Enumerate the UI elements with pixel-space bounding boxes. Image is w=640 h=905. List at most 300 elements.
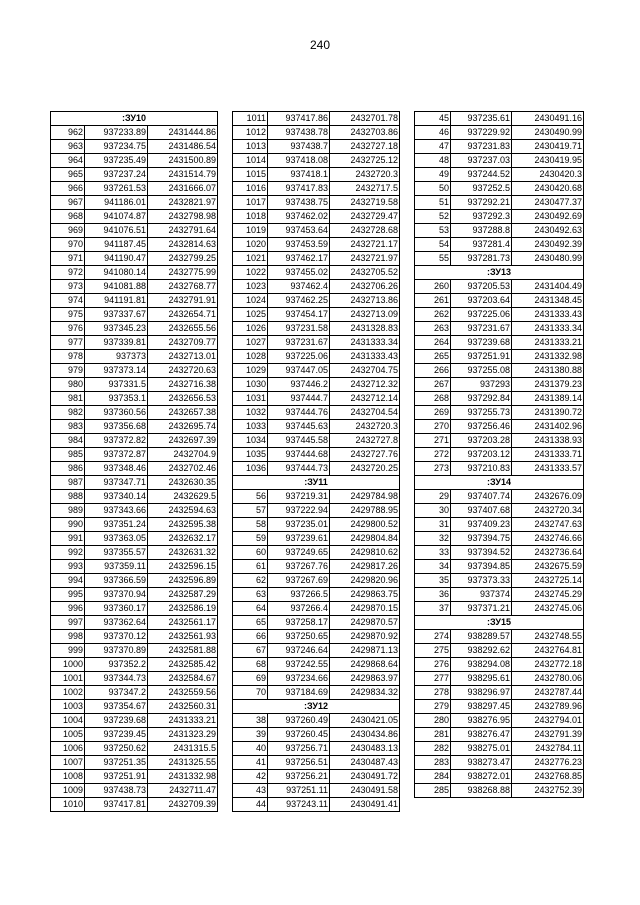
point-number: 989 <box>51 504 85 518</box>
point-number: 984 <box>51 434 85 448</box>
x-coordinate: 937251.91 <box>451 350 512 364</box>
point-number: 269 <box>415 406 451 420</box>
y-coordinate: 2429868.64 <box>330 658 400 672</box>
x-coordinate: 938292.62 <box>451 644 512 658</box>
point-number: 280 <box>415 714 451 728</box>
x-coordinate: 938276.47 <box>451 728 512 742</box>
y-coordinate: 2432716.38 <box>148 378 218 392</box>
y-coordinate: 2430492.39 <box>512 238 584 252</box>
x-coordinate: 937462.25 <box>268 294 330 308</box>
y-coordinate: 2432712.14 <box>330 392 400 406</box>
y-coordinate: 2432581.88 <box>148 644 218 658</box>
x-coordinate: 937417.86 <box>268 112 330 126</box>
point-number: 1009 <box>51 784 85 798</box>
table-row <box>51 350 218 364</box>
table-row <box>415 490 584 504</box>
y-coordinate: 2431444.86 <box>148 126 218 140</box>
x-coordinate: 937203.12 <box>451 448 512 462</box>
x-coordinate: 938297.45 <box>451 700 512 714</box>
x-coordinate: 941186.01 <box>85 196 148 210</box>
point-number: 1028 <box>233 350 268 364</box>
table-row <box>233 504 400 518</box>
table-row <box>415 700 584 714</box>
point-number: 997 <box>51 616 85 630</box>
point-number: 1011 <box>233 112 268 126</box>
table-row <box>51 266 218 280</box>
y-coordinate: 2432675.59 <box>512 560 584 574</box>
x-coordinate: 937352.2 <box>85 658 148 672</box>
y-coordinate: 2432629.5 <box>148 490 218 504</box>
x-coordinate: 937237.03 <box>451 154 512 168</box>
table-row <box>415 742 584 756</box>
x-coordinate: 937372.87 <box>85 448 148 462</box>
x-coordinate: 937359.11 <box>85 560 148 574</box>
point-number: 976 <box>51 322 85 336</box>
y-coordinate: 2431333.21 <box>148 714 218 728</box>
table-row <box>51 364 218 378</box>
y-coordinate: 2431379.23 <box>512 378 584 392</box>
y-coordinate: 2429817.26 <box>330 560 400 574</box>
x-coordinate: 937267.76 <box>268 560 330 574</box>
table-row <box>233 462 400 476</box>
x-coordinate: 937292.3 <box>451 210 512 224</box>
table-row <box>233 798 400 812</box>
x-coordinate: 937438.75 <box>268 196 330 210</box>
x-coordinate: 937343.66 <box>85 504 148 518</box>
y-coordinate: 2432695.74 <box>148 420 218 434</box>
table-row <box>415 462 584 476</box>
table-row <box>51 406 218 420</box>
table-row <box>233 518 400 532</box>
point-number: 987 <box>51 476 85 490</box>
point-number: 61 <box>233 560 268 574</box>
section-title: :ЗУ15 <box>415 616 584 630</box>
y-coordinate: 2432630.35 <box>148 476 218 490</box>
x-coordinate: 937237.24 <box>85 168 148 182</box>
table-row <box>51 756 218 770</box>
point-number: 260 <box>415 280 451 294</box>
table-row <box>51 644 218 658</box>
point-number: 970 <box>51 238 85 252</box>
x-coordinate: 938276.95 <box>451 714 512 728</box>
section-header-row <box>415 616 584 630</box>
point-number: 1002 <box>51 686 85 700</box>
y-coordinate: 2432596.89 <box>148 574 218 588</box>
y-coordinate: 2432821.97 <box>148 196 218 210</box>
point-number: 978 <box>51 350 85 364</box>
table-row <box>415 168 584 182</box>
y-coordinate: 2430421.05 <box>330 714 400 728</box>
y-coordinate: 2432657.38 <box>148 406 218 420</box>
point-number: 37 <box>415 602 451 616</box>
table-row <box>233 350 400 364</box>
y-coordinate: 2432584.67 <box>148 672 218 686</box>
x-coordinate: 937255.08 <box>451 364 512 378</box>
x-coordinate: 937351.24 <box>85 518 148 532</box>
point-number: 45 <box>415 112 451 126</box>
table-row <box>415 546 584 560</box>
table-row <box>233 532 400 546</box>
y-coordinate: 2430420.3 <box>512 168 584 182</box>
point-number: 1016 <box>233 182 268 196</box>
x-coordinate: 937347.71 <box>85 476 148 490</box>
table-row <box>415 784 584 798</box>
point-number: 998 <box>51 630 85 644</box>
table-row <box>415 630 584 644</box>
y-coordinate: 2432799.25 <box>148 252 218 266</box>
y-coordinate: 2432713.86 <box>330 294 400 308</box>
point-number: 993 <box>51 560 85 574</box>
x-coordinate: 937233.89 <box>85 126 148 140</box>
table-row <box>51 126 218 140</box>
y-coordinate: 2432709.77 <box>148 336 218 350</box>
y-coordinate: 2429870.57 <box>330 616 400 630</box>
x-coordinate: 938268.88 <box>451 784 512 798</box>
table-row <box>415 644 584 658</box>
point-number: 1020 <box>233 238 268 252</box>
table-row <box>415 210 584 224</box>
y-coordinate: 2432745.29 <box>512 588 584 602</box>
point-number: 983 <box>51 420 85 434</box>
x-coordinate: 937418.1 <box>268 168 330 182</box>
table-row <box>51 770 218 784</box>
x-coordinate: 937407.68 <box>451 504 512 518</box>
table-row <box>233 602 400 616</box>
table-row <box>51 672 218 686</box>
y-coordinate: 2432713.01 <box>148 350 218 364</box>
point-number: 982 <box>51 406 85 420</box>
point-number: 54 <box>415 238 451 252</box>
x-coordinate: 938294.08 <box>451 658 512 672</box>
x-coordinate: 937360.17 <box>85 602 148 616</box>
y-coordinate: 2432585.42 <box>148 658 218 672</box>
y-coordinate: 2432655.56 <box>148 322 218 336</box>
table-row <box>233 154 400 168</box>
y-coordinate: 2432789.96 <box>512 700 584 714</box>
point-number: 1021 <box>233 252 268 266</box>
point-number: 282 <box>415 742 451 756</box>
y-coordinate: 2432798.98 <box>148 210 218 224</box>
x-coordinate: 937231.67 <box>268 336 330 350</box>
table-row <box>415 224 584 238</box>
point-number: 281 <box>415 728 451 742</box>
table-row <box>415 294 584 308</box>
table-row <box>51 182 218 196</box>
y-coordinate: 2429870.15 <box>330 602 400 616</box>
table-row <box>415 756 584 770</box>
section-title: :ЗУ10 <box>51 112 218 126</box>
table-row <box>415 336 584 350</box>
point-number: 35 <box>415 574 451 588</box>
table-row <box>51 336 218 350</box>
table-row <box>233 434 400 448</box>
table-row <box>415 308 584 322</box>
table-row <box>233 742 400 756</box>
x-coordinate: 937250.65 <box>268 630 330 644</box>
table-row <box>233 112 400 126</box>
y-coordinate: 2432746.66 <box>512 532 584 546</box>
y-coordinate: 2431514.79 <box>148 168 218 182</box>
x-coordinate: 937337.67 <box>85 308 148 322</box>
y-coordinate: 2431338.93 <box>512 434 584 448</box>
table-row <box>51 588 218 602</box>
table-row <box>233 196 400 210</box>
table-row <box>415 252 584 266</box>
x-coordinate: 937444.68 <box>268 448 330 462</box>
y-coordinate: 2431666.07 <box>148 182 218 196</box>
point-number: 263 <box>415 322 451 336</box>
table-row <box>51 252 218 266</box>
point-number: 52 <box>415 210 451 224</box>
y-coordinate: 2429788.95 <box>330 504 400 518</box>
x-coordinate: 937446.2 <box>268 378 330 392</box>
y-coordinate: 2431390.72 <box>512 406 584 420</box>
point-number: 963 <box>51 140 85 154</box>
x-coordinate: 937462.17 <box>268 252 330 266</box>
point-number: 47 <box>415 140 451 154</box>
y-coordinate: 2432706.26 <box>330 280 400 294</box>
point-number: 967 <box>51 196 85 210</box>
section-header-row <box>415 266 584 280</box>
point-number: 999 <box>51 644 85 658</box>
point-number: 40 <box>233 742 268 756</box>
point-number: 992 <box>51 546 85 560</box>
x-coordinate: 937252.5 <box>451 182 512 196</box>
x-coordinate: 937260.49 <box>268 714 330 728</box>
point-number: 995 <box>51 588 85 602</box>
point-number: 50 <box>415 182 451 196</box>
point-number: 981 <box>51 392 85 406</box>
table-row <box>233 238 400 252</box>
section-header-row <box>415 476 584 490</box>
x-coordinate: 941074.87 <box>85 210 148 224</box>
point-number: 969 <box>51 224 85 238</box>
y-coordinate: 2432787.44 <box>512 686 584 700</box>
point-number: 1005 <box>51 728 85 742</box>
point-number: 53 <box>415 224 451 238</box>
table-row <box>415 532 584 546</box>
point-number: 70 <box>233 686 268 700</box>
point-number: 990 <box>51 518 85 532</box>
table-row <box>415 602 584 616</box>
point-number: 271 <box>415 434 451 448</box>
x-coordinate: 938272.01 <box>451 770 512 784</box>
y-coordinate: 2431333.21 <box>512 336 584 350</box>
table-row <box>51 714 218 728</box>
point-number: 1010 <box>51 798 85 812</box>
point-number: 996 <box>51 602 85 616</box>
y-coordinate: 2431323.29 <box>148 728 218 742</box>
table-row <box>233 392 400 406</box>
table-row <box>415 448 584 462</box>
table-row <box>415 140 584 154</box>
point-number: 49 <box>415 168 451 182</box>
point-number: 275 <box>415 644 451 658</box>
table-row <box>51 378 218 392</box>
y-coordinate: 2430480.99 <box>512 252 584 266</box>
table-row <box>233 406 400 420</box>
table-row <box>233 616 400 630</box>
x-coordinate: 937340.14 <box>85 490 148 504</box>
y-coordinate: 2432654.71 <box>148 308 218 322</box>
table-row <box>233 490 400 504</box>
x-coordinate: 937417.83 <box>268 182 330 196</box>
point-number: 1032 <box>233 406 268 420</box>
x-coordinate: 937239.68 <box>451 336 512 350</box>
point-number: 57 <box>233 504 268 518</box>
point-number: 36 <box>415 588 451 602</box>
y-coordinate: 2431333.43 <box>330 350 400 364</box>
x-coordinate: 937438.73 <box>85 784 148 798</box>
table-row <box>415 504 584 518</box>
point-number: 1000 <box>51 658 85 672</box>
table-row <box>415 686 584 700</box>
point-number: 39 <box>233 728 268 742</box>
table-row <box>415 238 584 252</box>
table-row <box>233 266 400 280</box>
table-row <box>51 210 218 224</box>
point-number: 971 <box>51 252 85 266</box>
table-row <box>233 308 400 322</box>
x-coordinate: 937445.58 <box>268 434 330 448</box>
point-number: 67 <box>233 644 268 658</box>
table-row <box>51 392 218 406</box>
x-coordinate: 937266.5 <box>268 588 330 602</box>
x-coordinate: 937255.73 <box>451 406 512 420</box>
table-row <box>415 728 584 742</box>
point-number: 1006 <box>51 742 85 756</box>
x-coordinate: 937354.67 <box>85 700 148 714</box>
y-coordinate: 2430491.41 <box>330 798 400 812</box>
y-coordinate: 2432595.38 <box>148 518 218 532</box>
x-coordinate: 937394.52 <box>451 546 512 560</box>
x-coordinate: 937417.81 <box>85 798 148 812</box>
x-coordinate: 937360.56 <box>85 406 148 420</box>
y-coordinate: 2432780.06 <box>512 672 584 686</box>
y-coordinate: 2430492.63 <box>512 224 584 238</box>
table-row <box>415 658 584 672</box>
table-row <box>233 280 400 294</box>
table-row <box>415 322 584 336</box>
table-row <box>51 294 218 308</box>
x-coordinate: 937355.57 <box>85 546 148 560</box>
x-coordinate: 937235.61 <box>451 112 512 126</box>
point-number: 1025 <box>233 308 268 322</box>
table-row <box>415 672 584 686</box>
y-coordinate: 2431332.98 <box>512 350 584 364</box>
x-coordinate: 937261.53 <box>85 182 148 196</box>
y-coordinate: 2431486.54 <box>148 140 218 154</box>
point-number: 65 <box>233 616 268 630</box>
x-coordinate: 937339.81 <box>85 336 148 350</box>
table-row <box>51 434 218 448</box>
y-coordinate: 2432721.17 <box>330 238 400 252</box>
y-coordinate: 2432712.32 <box>330 378 400 392</box>
table-row <box>415 126 584 140</box>
point-number: 279 <box>415 700 451 714</box>
table-row <box>51 602 218 616</box>
table-row <box>51 476 218 490</box>
point-number: 1007 <box>51 756 85 770</box>
table-row <box>233 728 400 742</box>
y-coordinate: 2431500.89 <box>148 154 218 168</box>
y-coordinate: 2432794.01 <box>512 714 584 728</box>
x-coordinate: 937444.7 <box>268 392 330 406</box>
x-coordinate: 937409.23 <box>451 518 512 532</box>
coordinates-table-middle <box>232 111 400 812</box>
y-coordinate: 2432713.09 <box>330 308 400 322</box>
point-number: 63 <box>233 588 268 602</box>
table-row <box>415 350 584 364</box>
x-coordinate: 937225.06 <box>268 350 330 364</box>
x-coordinate: 937231.67 <box>451 322 512 336</box>
table-row <box>233 574 400 588</box>
x-coordinate: 937225.06 <box>451 308 512 322</box>
table-row <box>415 406 584 420</box>
point-number: 1031 <box>233 392 268 406</box>
x-coordinate: 938289.57 <box>451 630 512 644</box>
point-number: 1008 <box>51 770 85 784</box>
section-title: :ЗУ13 <box>415 266 584 280</box>
x-coordinate: 937447.05 <box>268 364 330 378</box>
y-coordinate: 2429784.98 <box>330 490 400 504</box>
table-row <box>233 336 400 350</box>
point-number: 58 <box>233 518 268 532</box>
x-coordinate: 937462.02 <box>268 210 330 224</box>
y-coordinate: 2432561.17 <box>148 616 218 630</box>
table-row <box>233 364 400 378</box>
x-coordinate: 937366.59 <box>85 574 148 588</box>
table-row <box>233 714 400 728</box>
x-coordinate: 937249.65 <box>268 546 330 560</box>
x-coordinate: 937444.73 <box>268 462 330 476</box>
x-coordinate: 937462.4 <box>268 280 330 294</box>
table-row <box>415 280 584 294</box>
point-number: 985 <box>51 448 85 462</box>
table-row <box>51 728 218 742</box>
table-row <box>51 616 218 630</box>
x-coordinate: 937454.17 <box>268 308 330 322</box>
point-number: 1012 <box>233 126 268 140</box>
point-number: 44 <box>233 798 268 812</box>
section-title: :ЗУ11 <box>233 476 400 490</box>
x-coordinate: 937239.68 <box>85 714 148 728</box>
table-row <box>51 630 218 644</box>
table-row <box>233 546 400 560</box>
x-coordinate: 937229.92 <box>451 126 512 140</box>
point-number: 42 <box>233 770 268 784</box>
table-row <box>415 392 584 406</box>
point-number: 1003 <box>51 700 85 714</box>
x-coordinate: 938296.97 <box>451 686 512 700</box>
x-coordinate: 937372.82 <box>85 434 148 448</box>
x-coordinate: 937244.52 <box>451 168 512 182</box>
point-number: 276 <box>415 658 451 672</box>
table-row <box>51 742 218 756</box>
y-coordinate: 2432701.78 <box>330 112 400 126</box>
y-coordinate: 2432791.39 <box>512 728 584 742</box>
page-number: 240 <box>309 38 331 52</box>
x-coordinate: 938275.01 <box>451 742 512 756</box>
y-coordinate: 2432745.06 <box>512 602 584 616</box>
table-row <box>51 420 218 434</box>
y-coordinate: 2430434.86 <box>330 728 400 742</box>
table-row <box>415 154 584 168</box>
point-number: 277 <box>415 672 451 686</box>
x-coordinate: 937353.1 <box>85 392 148 406</box>
x-coordinate: 937373 <box>85 350 148 364</box>
y-coordinate: 2431333.57 <box>512 462 584 476</box>
